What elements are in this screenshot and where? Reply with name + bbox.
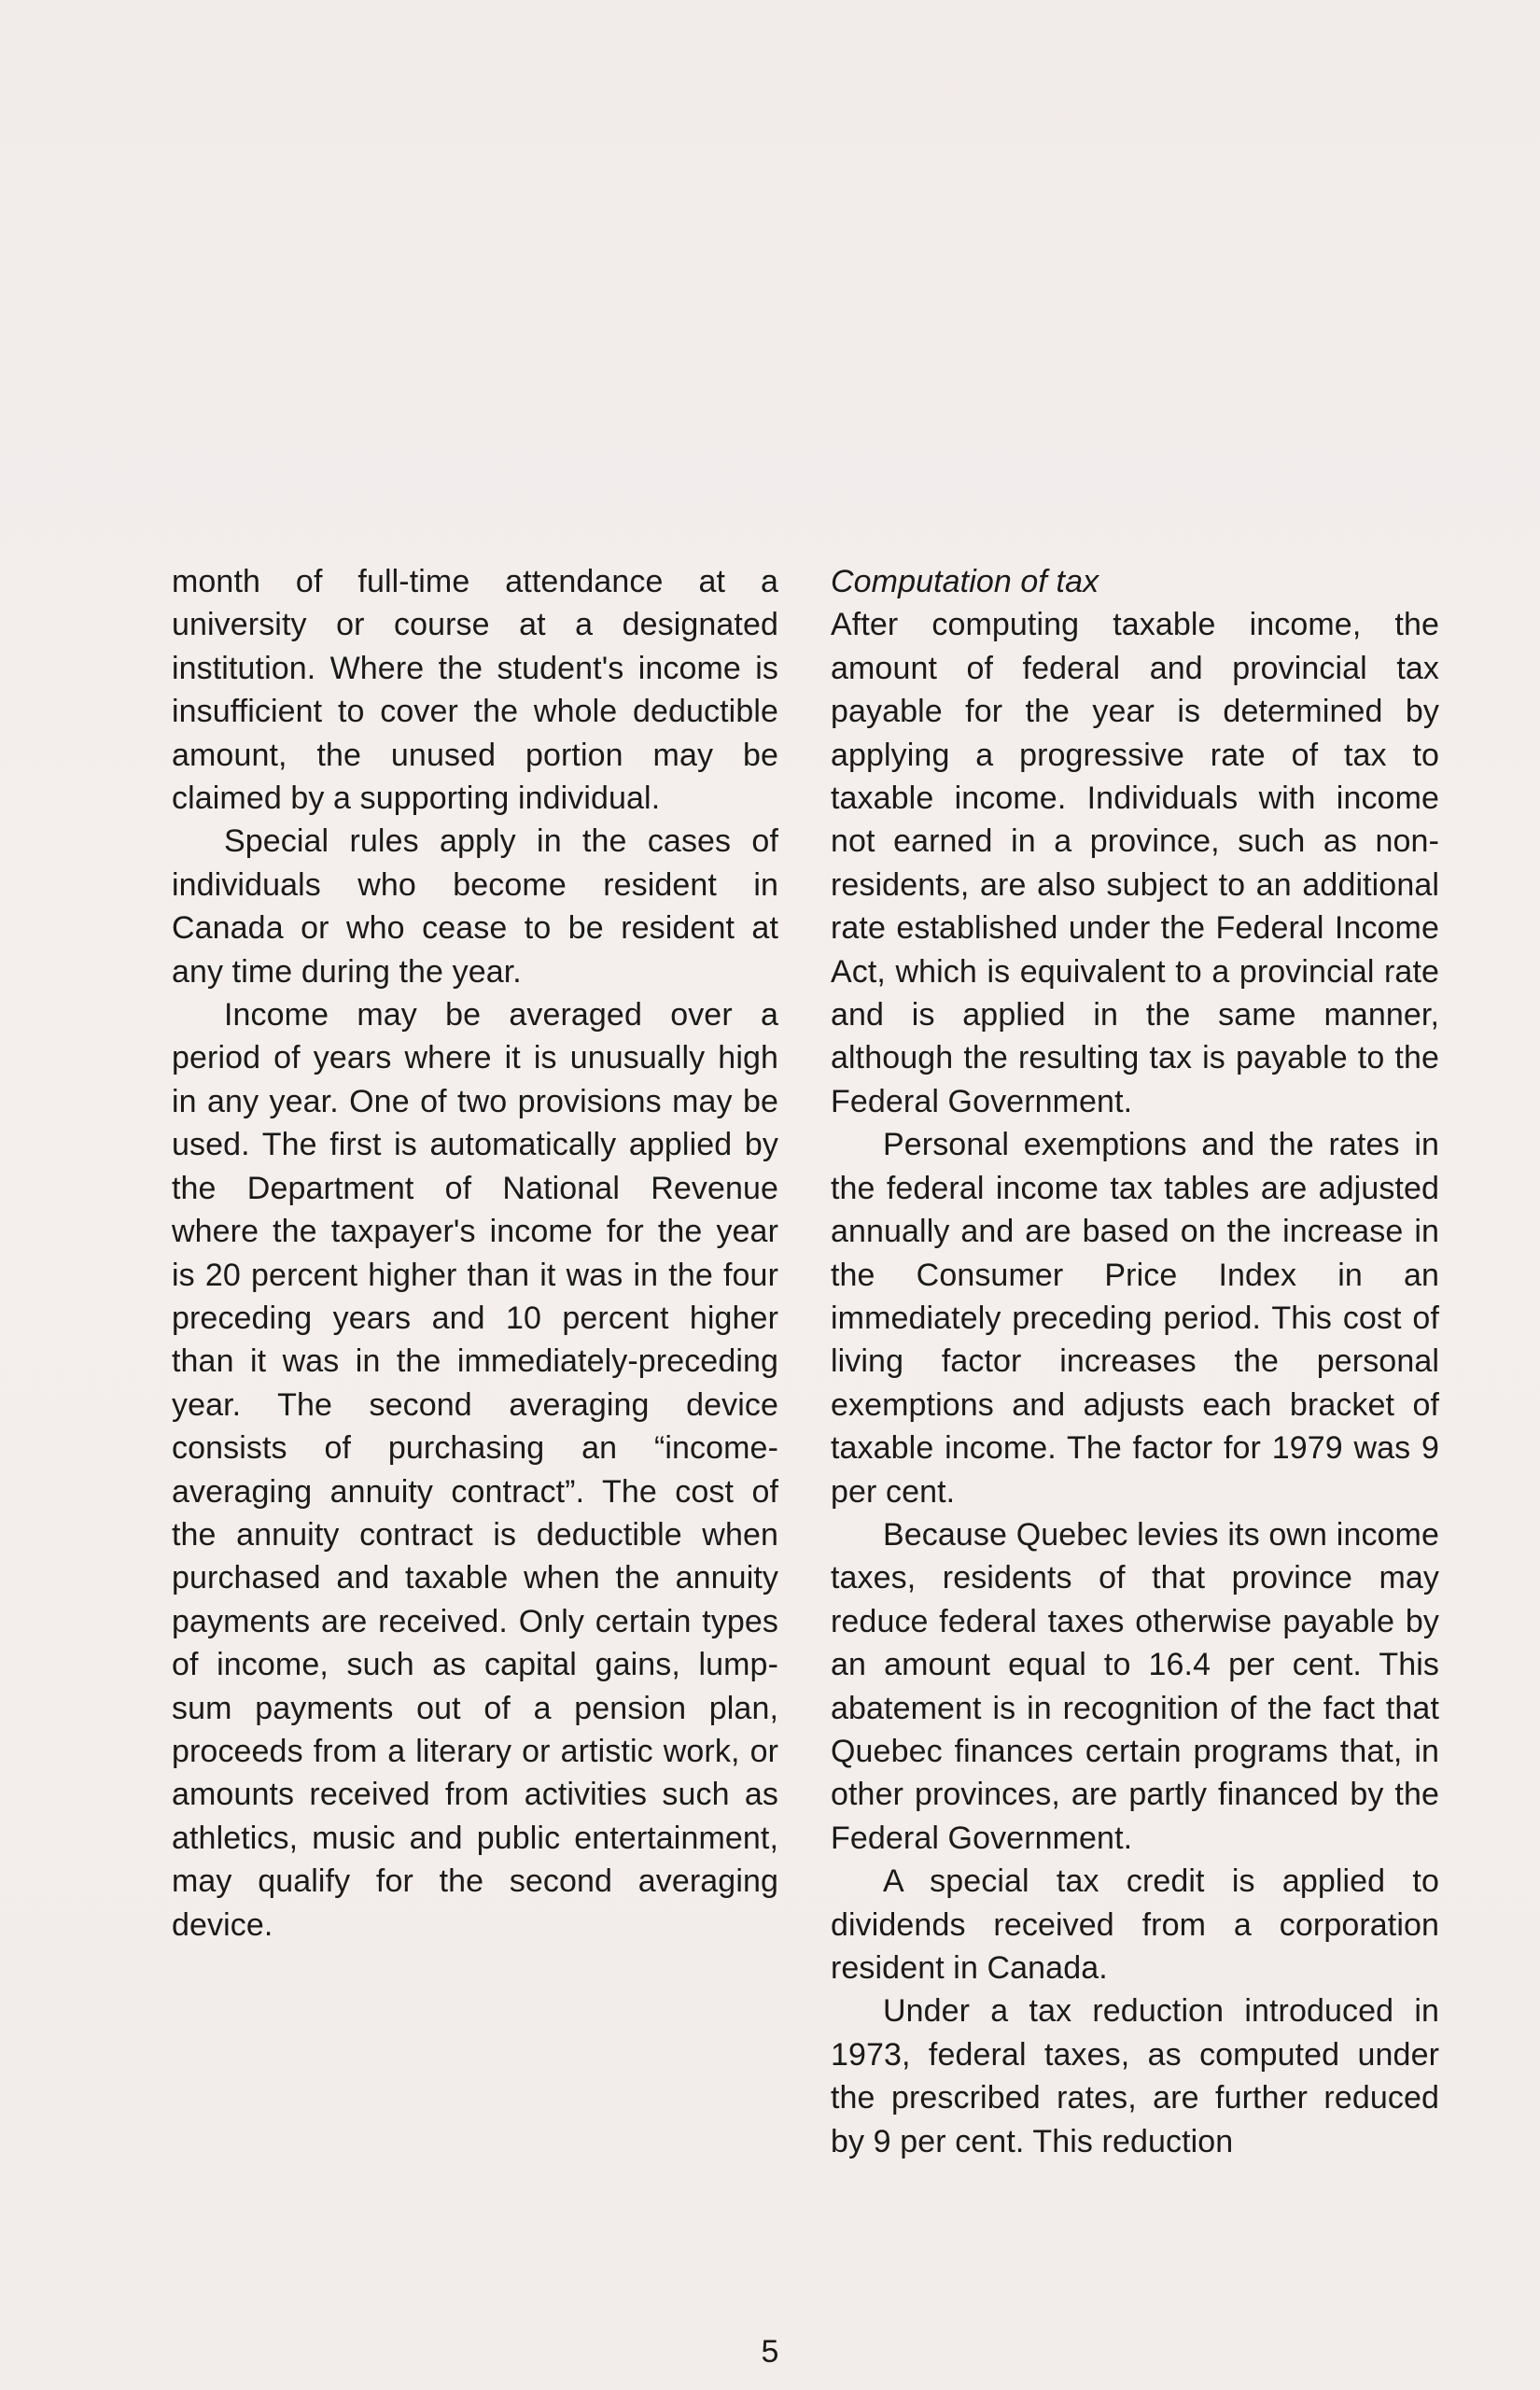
right-paragraph-2: Personal exemptions and the rates in the federal income tax tables are adjusted annually and are based on the increase in the Consumer Price Index in an immediately preceding period. This cost of living factor increases the personal exemptions and adjusts each bracket of taxable income. The factor for 1979 was 9 per cent. [831,1127,1439,1510]
right-paragraph-3: Because Quebec levies its own income taxes, residents of that province may reduce federal taxes otherwise payable by an amount equal to 16.4 per cent. This abatement is in recognition of the fact that Quebec finances certain programs that, in other provinces, are partly financed by the Federal Government. [831,1516,1439,1856]
right-paragraph-1: After computing taxable income, the amount of federal and provincial tax payable for the year is determined by applying a progressive rate of tax to taxable income. Individuals with income not earned in a province, such as non-residents, are also subject to an additional rate established under the Federal Income Act, which is equivalent to a provincial rate and is applied in the same manner, although the resulting tax is payable to the Federal Government. [831,607,1439,1119]
left-paragraph-3: Income may be averaged over a period of years where it is unusually high in any year. One of two provisions may be used. The first is automatically applied by the Department of National Revenue where the taxpayer's income for the year is 20 percent higher than it was in the four preceding years and 10 percent higher than it was in the immediately-preceding year. The second averaging device consists of purchasing an “income-averaging annuity contract”. The cost of the annuity contract is deductible when purchased and taxable when the annuity payments are received. Only certain types of income, such as capital gains, lump-sum payments out of a pension plan, proceeds from a literary or artistic work, or amounts received from activities such as athletics, music and public entertainment, may qualify for the second averaging device. [172,997,778,1943]
right-paragraph-4: A special tax credit is applied to dividends received from a corporation resident in Canada. [831,1863,1439,1986]
right-column [831,560,1439,2163]
section-heading: Computation of tax [831,564,1099,599]
page-number: 5 [761,2334,779,2369]
left-column [172,560,778,1947]
left-paragraph-1: month of full-time attendance at a university or course at a designated institution. Where the student's income is insufficient to cover the whole deductible amount, the unused portion may be claimed by a supporting individual. [172,564,778,817]
right-paragraph-5: Under a tax reduction introduced in 1973, federal taxes, as computed under the prescribed rates, are further reduced by 9 per cent. This reduction [831,1993,1439,2159]
left-paragraph-2: Special rules apply in the cases of individuals who become resident in Canada or who cease to be resident at any time during the year. [172,823,778,990]
